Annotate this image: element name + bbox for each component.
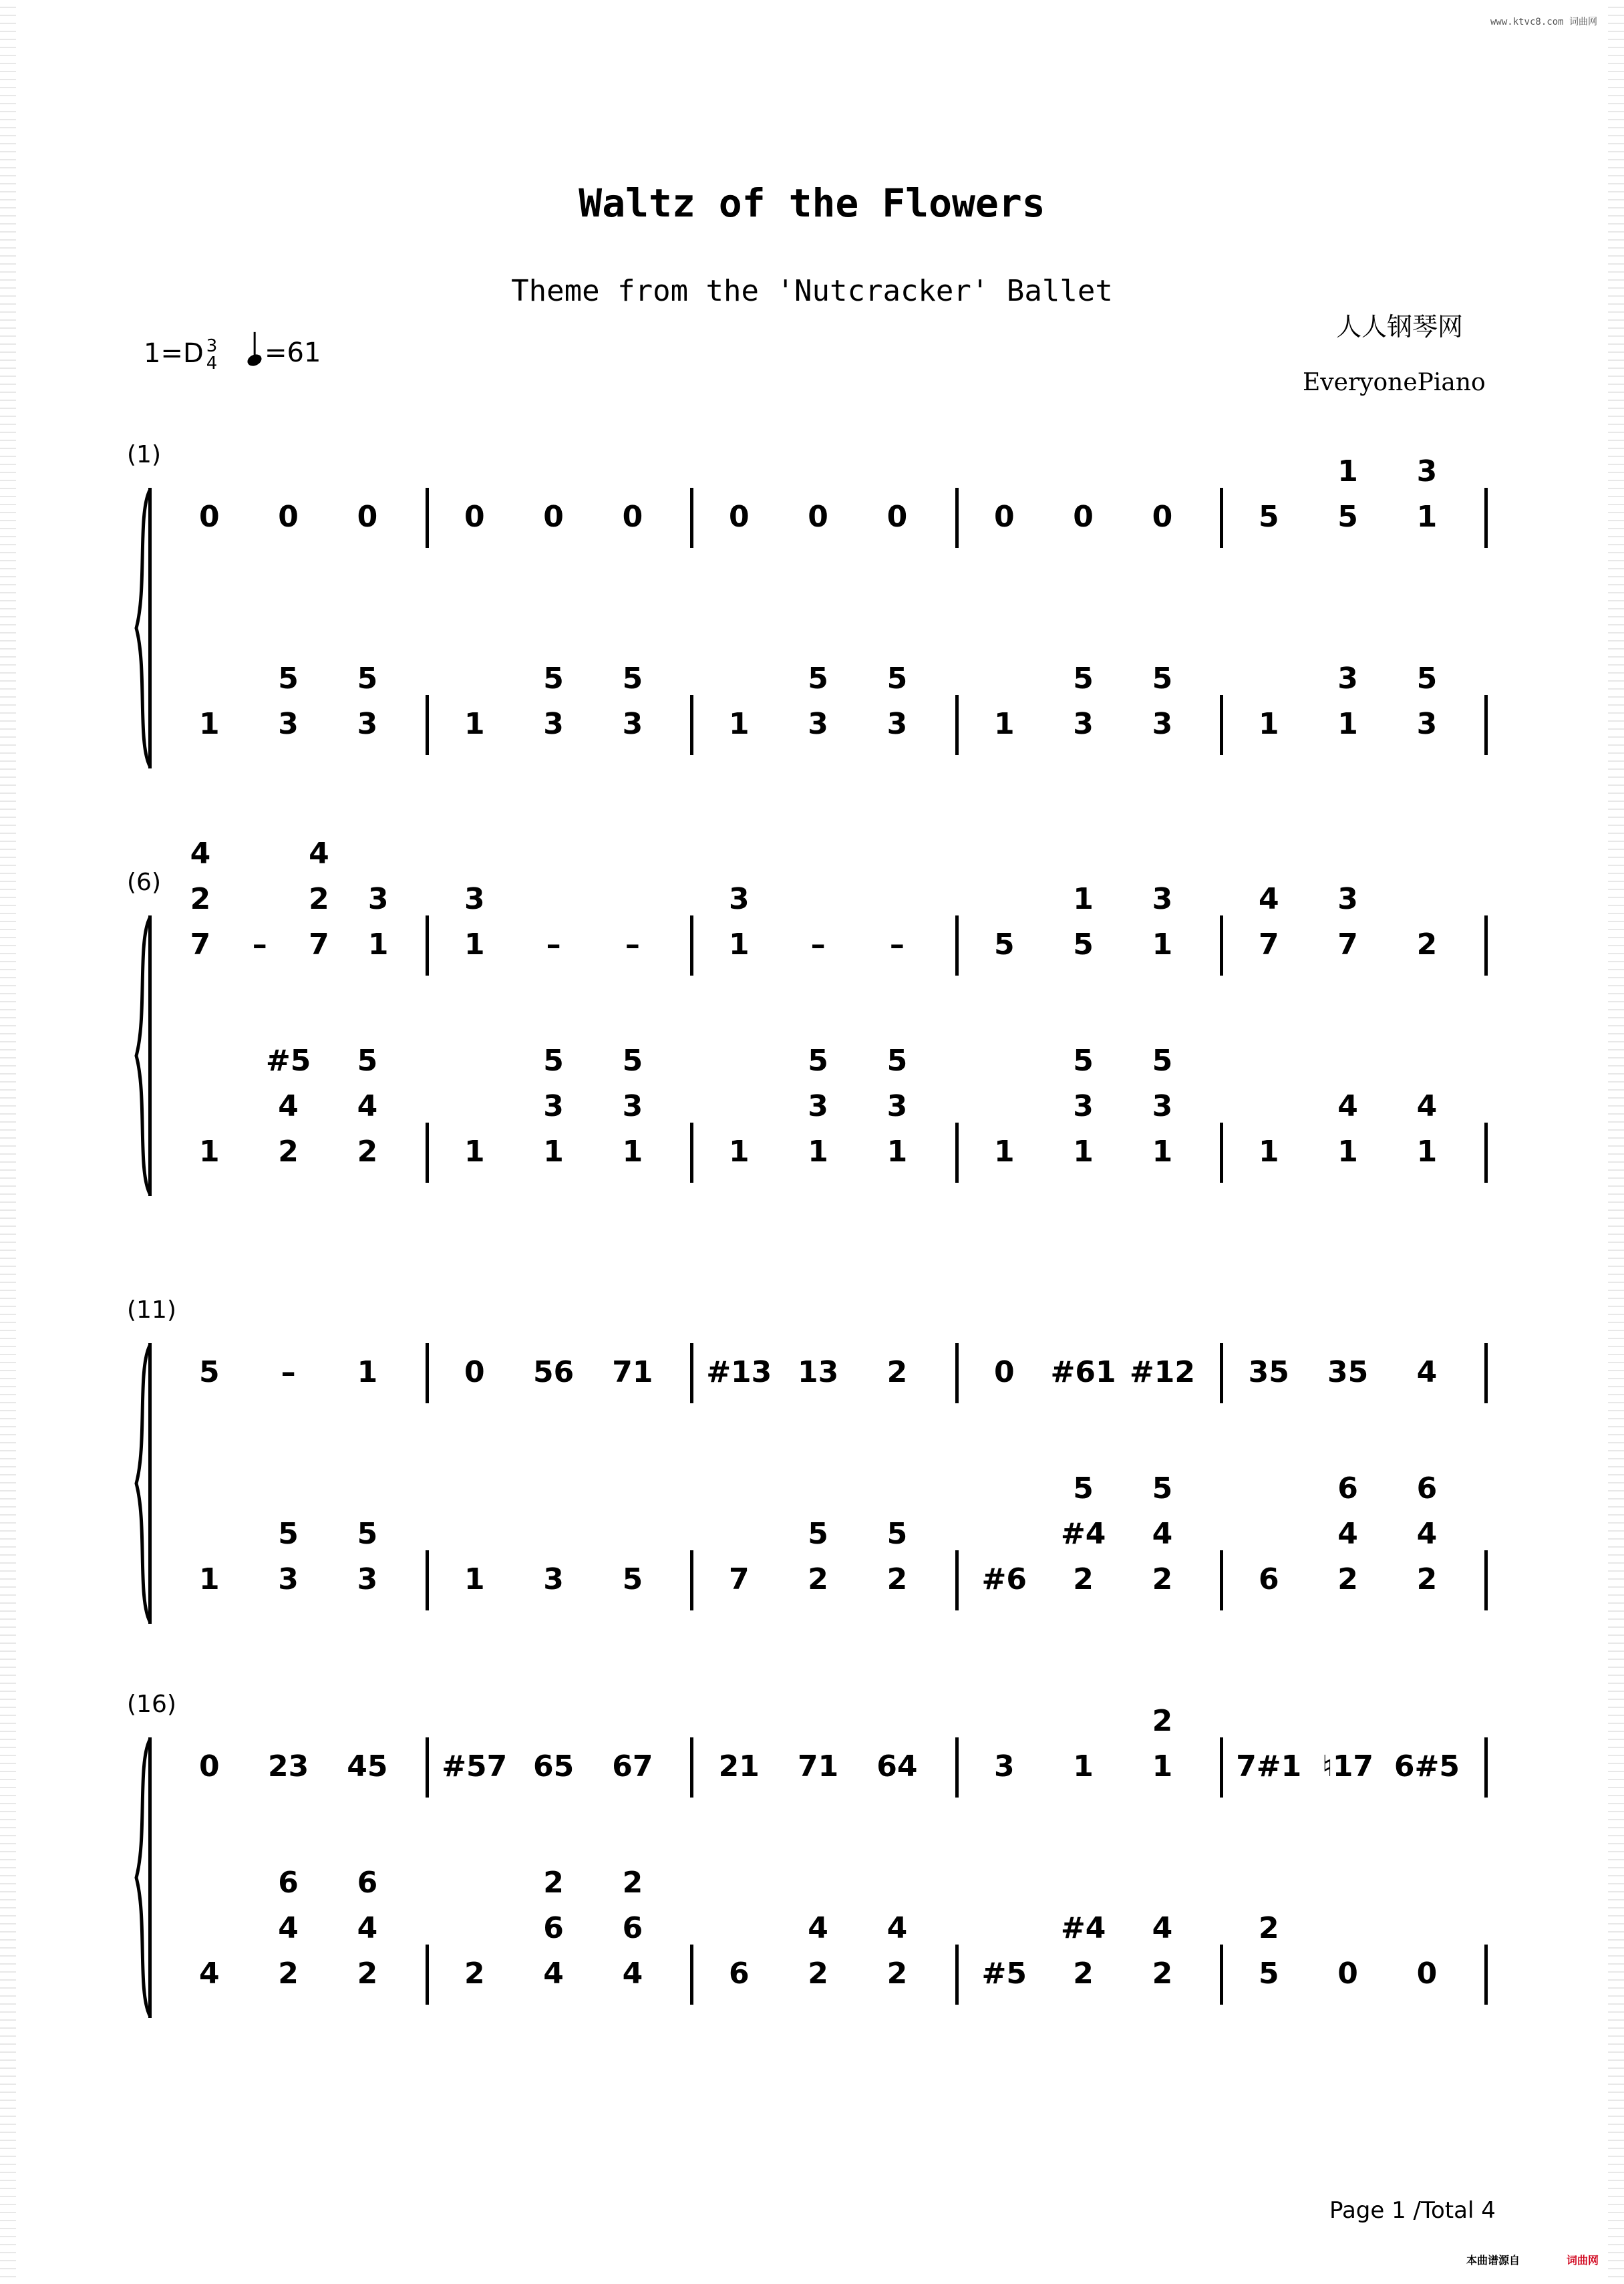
left-hand-note: 4 2 <box>886 1911 908 1991</box>
right-hand-note: 5 <box>198 1355 220 1389</box>
tempo-marking <box>247 337 321 368</box>
quarter-note-icon <box>246 352 264 368</box>
right-hand-note: 0 <box>464 500 485 534</box>
barline <box>955 1343 959 1403</box>
right-hand-note: 0 <box>1073 500 1094 534</box>
key-signature <box>144 337 217 372</box>
barline <box>1484 1945 1488 2005</box>
left-hand-note: 6 4 2 <box>1337 1471 1358 1596</box>
left-hand-note: #5 4 2 <box>265 1044 311 1169</box>
barline <box>1220 1343 1223 1403</box>
measure-number: (1) <box>127 441 161 468</box>
left-hand-note: 5 3 <box>1416 662 1438 741</box>
barline <box>690 1343 693 1403</box>
source-label: 本曲谱源自 <box>1466 2254 1520 2267</box>
left-hand-note: 0 <box>1337 1957 1358 1991</box>
right-hand-note: 7#1 <box>1236 1749 1302 1783</box>
left-hand-note: 1 <box>993 1135 1015 1169</box>
right-hand-note: 0 <box>357 500 378 534</box>
right-hand-note: #57 <box>442 1749 508 1783</box>
right-hand-note: 0 <box>543 500 564 534</box>
left-hand-note: 0 <box>1416 1957 1438 1991</box>
system-line <box>148 1737 152 2018</box>
left-hand-note: 5 #4 2 <box>1060 1471 1106 1596</box>
barline <box>1220 1737 1223 1798</box>
left-hand-note: 5 3 1 <box>1152 1044 1173 1169</box>
left-hand-note: 5 3 <box>543 662 564 741</box>
measure-number: (6) <box>127 869 161 896</box>
left-hand-note: 5 <box>622 1562 643 1596</box>
barline <box>690 1737 693 1798</box>
right-hand-note: 0 <box>464 1355 485 1389</box>
right-hand-note: 1 <box>1073 1749 1094 1783</box>
right-hand-note: ♮17 <box>1322 1749 1374 1783</box>
left-hand-note: 2 <box>464 1957 485 1991</box>
barline <box>1220 695 1223 755</box>
left-hand-note: 4 2 <box>808 1911 828 1991</box>
right-hand-note: 1 <box>357 1355 378 1389</box>
right-hand-note: 4 2 7 <box>190 837 211 962</box>
right-hand-note: – <box>889 927 905 962</box>
barline <box>955 1123 959 1183</box>
right-hand-note: 6#5 <box>1394 1749 1460 1783</box>
brace-icon <box>131 1737 158 2018</box>
brace-icon <box>131 915 158 1196</box>
right-hand-note: 0 <box>993 1355 1015 1389</box>
system-line <box>148 1343 152 1624</box>
left-hand-note: 5 3 1 <box>543 1044 564 1169</box>
left-hand-note: 5 3 <box>357 1517 378 1596</box>
left-hand-note: 1 <box>198 1135 220 1169</box>
right-hand-note: 71 <box>612 1355 653 1389</box>
left-hand-note: 3 <box>543 1562 564 1596</box>
right-hand-note: 35 <box>1248 1355 1289 1389</box>
right-hand-note: – <box>810 927 826 962</box>
right-hand-note: 5 <box>1258 500 1279 534</box>
left-hand-note: 5 4 2 <box>357 1044 378 1169</box>
left-hand-note: 1 <box>464 1135 485 1169</box>
right-hand-note: 3 7 <box>1337 882 1358 962</box>
barline <box>955 1945 959 2005</box>
barline <box>426 1550 429 1610</box>
left-hand-note: 4 <box>198 1957 220 1991</box>
left-hand-note: 5 3 <box>278 1517 299 1596</box>
site-name-english: EveryonePiano <box>1303 369 1486 396</box>
left-hand-note: 1 <box>993 707 1015 741</box>
left-hand-note: 5 3 <box>278 662 299 741</box>
page-edge-left <box>0 0 16 2284</box>
left-hand-note: 5 3 <box>357 662 378 741</box>
barline <box>1220 1123 1223 1183</box>
left-hand-note: 5 3 1 <box>622 1044 643 1169</box>
left-hand-note: #4 2 <box>1060 1911 1106 1991</box>
left-hand-note: 4 1 <box>1337 1089 1358 1169</box>
left-hand-note: 5 4 2 <box>1152 1471 1173 1596</box>
right-hand-note: 1 5 <box>1337 454 1358 534</box>
left-hand-note: 2 5 <box>1258 1911 1279 1991</box>
right-hand-note: 3 1 <box>464 882 485 962</box>
right-hand-note: #12 <box>1129 1355 1195 1389</box>
right-hand-note: 0 <box>622 500 643 534</box>
left-hand-note: 4 1 <box>1416 1089 1438 1169</box>
left-hand-note: 6 <box>1258 1562 1279 1596</box>
barline <box>426 695 429 755</box>
left-hand-note: 4 2 <box>1152 1911 1173 1991</box>
score-title: Waltz of the Flowers <box>579 180 1045 226</box>
score-subtitle: Theme from the 'Nutcracker' Ballet <box>511 274 1113 308</box>
left-hand-note: 6 <box>728 1957 750 1991</box>
right-hand-note: 0 <box>808 500 828 534</box>
left-hand-note: 5 3 1 <box>886 1044 908 1169</box>
right-hand-note: 4 <box>1416 1355 1438 1389</box>
site-name-chinese: 人人钢琴网 <box>1336 312 1464 341</box>
right-hand-note: 0 <box>1152 500 1173 534</box>
left-hand-note: 1 <box>728 707 750 741</box>
barline <box>955 695 959 755</box>
left-hand-note: 5 3 <box>808 662 828 741</box>
right-hand-note: 35 <box>1327 1355 1369 1389</box>
right-hand-note: – <box>281 1355 296 1389</box>
right-hand-note: 1 5 <box>1073 882 1094 962</box>
right-hand-note: #13 <box>706 1355 772 1389</box>
right-hand-note: 56 <box>532 1355 575 1389</box>
right-hand-note: 13 <box>797 1355 839 1389</box>
time-bottom: 4 <box>206 353 218 374</box>
barline <box>690 1550 693 1610</box>
left-hand-note: 5 3 <box>1073 662 1094 741</box>
barline <box>1220 1945 1223 2005</box>
barline <box>1484 1550 1488 1610</box>
left-hand-note: 6 4 2 <box>278 1866 299 1991</box>
page-edge-right <box>1608 0 1624 2284</box>
left-hand-note: 2 6 4 <box>622 1866 643 1991</box>
left-hand-note: 3 1 <box>1337 662 1358 741</box>
barline <box>1220 488 1223 548</box>
right-hand-note: 21 <box>718 1749 760 1783</box>
right-hand-note: 3 1 <box>728 882 750 962</box>
barline <box>690 1123 693 1183</box>
source-site: 词曲网 <box>1567 2254 1599 2267</box>
barline <box>426 1945 429 2005</box>
tempo-value: =61 <box>265 337 321 368</box>
system-line <box>148 488 152 768</box>
left-hand-note: 1 <box>464 707 485 741</box>
barline <box>426 915 429 976</box>
right-hand-note: 71 <box>797 1749 839 1783</box>
barline <box>426 1737 429 1798</box>
right-hand-note: 2 <box>886 1355 908 1389</box>
left-hand-note: 5 3 1 <box>1073 1044 1094 1169</box>
measure-number: (11) <box>127 1296 176 1324</box>
barline <box>426 1123 429 1183</box>
barline <box>1220 1550 1223 1610</box>
left-hand-note: 5 3 <box>622 662 643 741</box>
left-hand-note: 6 4 2 <box>1416 1471 1438 1596</box>
barline <box>1484 488 1488 548</box>
barline <box>955 488 959 548</box>
left-hand-note: 1 <box>198 1562 220 1596</box>
right-hand-note: – <box>625 927 640 962</box>
right-hand-note: 0 <box>278 500 299 534</box>
time-top: 3 <box>206 336 218 356</box>
right-hand-note: 67 <box>612 1749 653 1783</box>
right-hand-note: 0 <box>886 500 908 534</box>
left-hand-note: #5 <box>981 1957 1027 1991</box>
key-label: 1=D <box>144 338 204 369</box>
left-hand-note: 7 <box>728 1562 750 1596</box>
page-counter: Page 1 /Total 4 <box>1329 2197 1496 2224</box>
barline <box>955 915 959 976</box>
barline <box>690 915 693 976</box>
barline <box>955 1550 959 1610</box>
barline <box>1484 1343 1488 1403</box>
right-hand-note: 4 2 7 <box>309 837 329 962</box>
right-hand-note: 0 <box>198 500 220 534</box>
right-hand-note: 0 <box>198 1749 220 1783</box>
left-hand-note: 1 <box>1258 1135 1279 1169</box>
left-hand-note: 1 <box>464 1562 485 1596</box>
system-line <box>148 915 152 1196</box>
left-hand-note: #6 <box>981 1562 1027 1596</box>
right-hand-note: 3 1 <box>1152 882 1173 962</box>
corner-watermark: www.ktvc8.com 词曲网 <box>1490 17 1597 27</box>
left-hand-note: 5 3 1 <box>808 1044 828 1169</box>
left-hand-note: 5 2 <box>886 1517 908 1596</box>
barline <box>955 1737 959 1798</box>
barline <box>1484 1123 1488 1183</box>
barline <box>426 488 429 548</box>
barline <box>1484 915 1488 976</box>
right-hand-note: 65 <box>532 1749 575 1783</box>
right-hand-note: 2 1 <box>1152 1704 1173 1783</box>
right-hand-note: 3 1 <box>1416 454 1438 534</box>
right-hand-note: #61 <box>1050 1355 1116 1389</box>
right-hand-note: 0 <box>993 500 1015 534</box>
right-hand-note: – <box>252 927 267 962</box>
right-hand-note: – <box>546 927 561 962</box>
right-hand-note: 4 7 <box>1258 882 1279 962</box>
left-hand-note: 1 <box>1258 707 1279 741</box>
left-hand-note: 6 4 2 <box>357 1866 378 1991</box>
barline <box>690 488 693 548</box>
left-hand-note: 2 6 4 <box>543 1866 564 1991</box>
brace-icon <box>131 488 158 768</box>
right-hand-note: 64 <box>876 1749 918 1783</box>
barline <box>690 695 693 755</box>
left-hand-note: 5 2 <box>808 1517 828 1596</box>
right-hand-note: 0 <box>728 500 750 534</box>
time-signature <box>206 337 218 372</box>
right-hand-note: 3 1 <box>367 882 389 962</box>
brace-icon <box>131 1343 158 1624</box>
right-hand-note: 5 <box>993 927 1015 962</box>
measure-number: (16) <box>127 1691 176 1718</box>
right-hand-note: 3 <box>993 1749 1015 1783</box>
left-hand-note: 5 3 <box>1152 662 1173 741</box>
barline <box>690 1945 693 2005</box>
left-hand-note: 1 <box>198 707 220 741</box>
barline <box>1220 915 1223 976</box>
barline <box>1484 1737 1488 1798</box>
barline <box>426 1343 429 1403</box>
right-hand-note: 45 <box>347 1749 388 1783</box>
barline <box>1484 695 1488 755</box>
left-hand-note: 5 3 <box>886 662 908 741</box>
right-hand-note: 23 <box>267 1749 309 1783</box>
left-hand-note: 1 <box>728 1135 750 1169</box>
right-hand-note: 2 <box>1416 927 1438 962</box>
